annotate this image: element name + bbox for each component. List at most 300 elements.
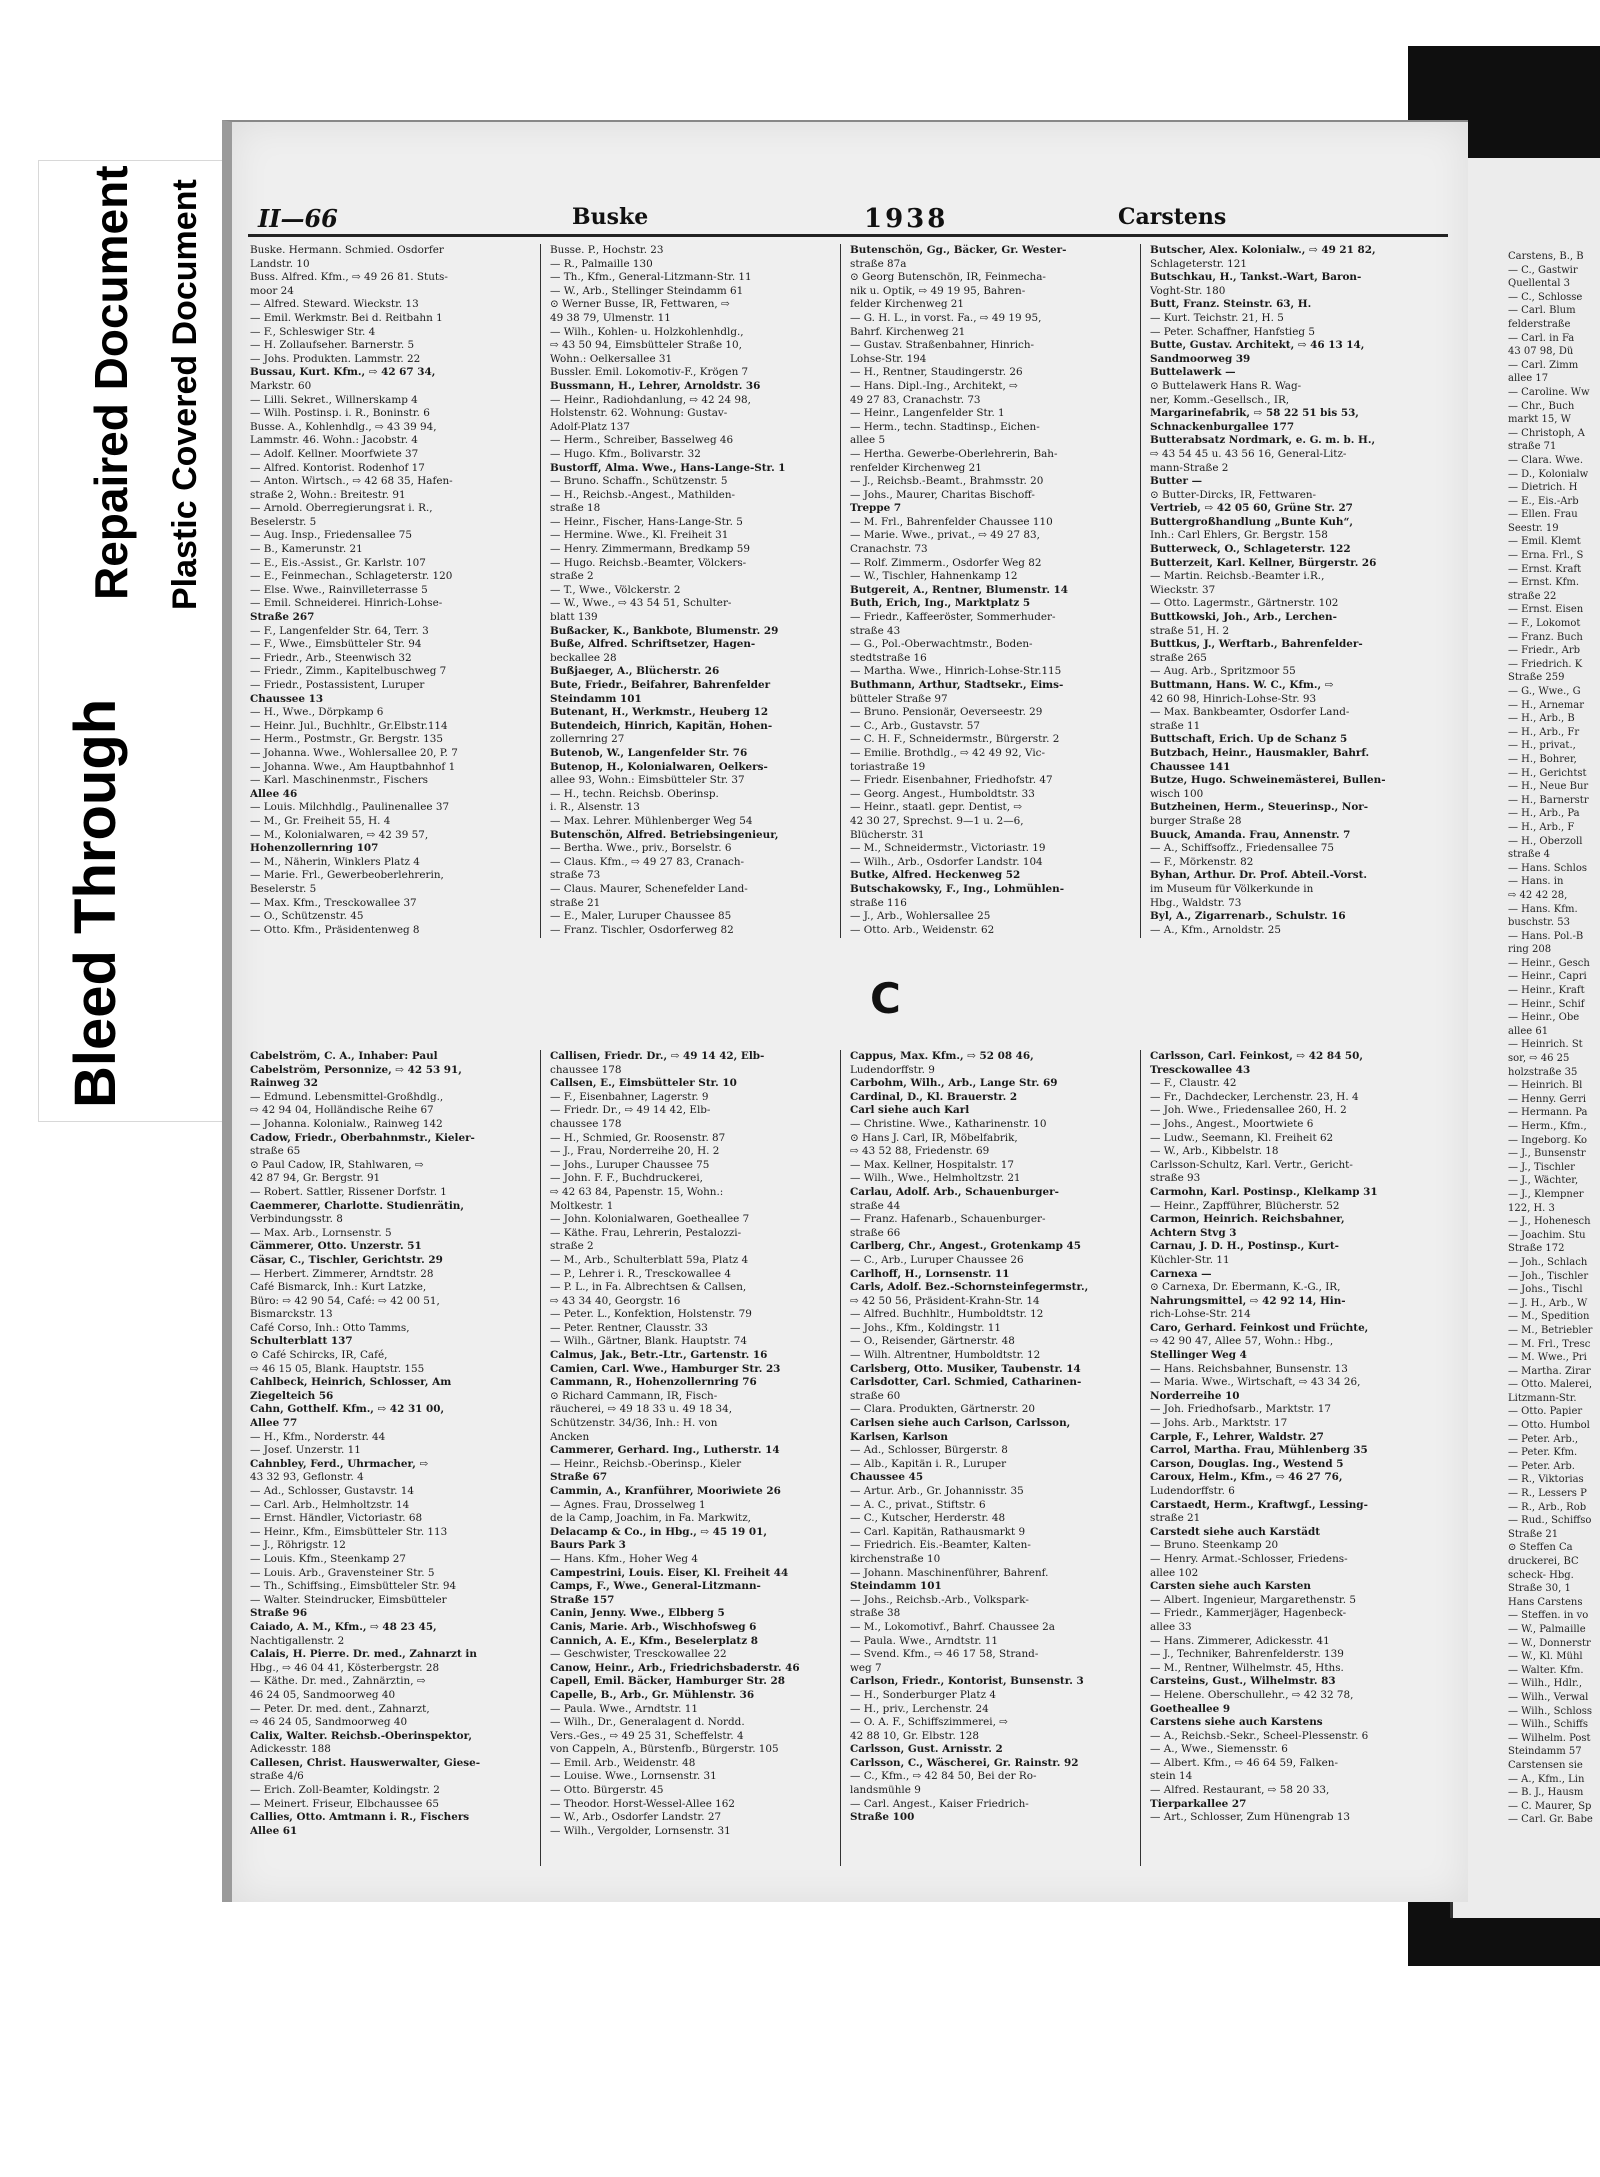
- adjacent-entry-line: Quellental 3: [1508, 278, 1571, 290]
- directory-entry-line: Tierparkallee 27: [1150, 1797, 1247, 1810]
- directory-entry-line: — O., Schützenstr. 45: [250, 910, 364, 923]
- directory-entry-line: — O., Reisender, Gärtnerstr. 48: [850, 1335, 1015, 1348]
- directory-entry-line: — Peter. Rentner, Clausstr. 33: [550, 1321, 708, 1334]
- directory-entry-line: moor 24: [250, 284, 294, 297]
- directory-entry-line: — Emil. Schneiderei. Hinrich-Lohse-: [250, 597, 443, 610]
- adjacent-entry-line: druckerei, BC: [1508, 1556, 1579, 1567]
- adjacent-entry-line: — Ernst. Kraft: [1508, 563, 1582, 575]
- directory-entry-line: Ludendorffstr. 9: [850, 1063, 935, 1076]
- adjacent-entry-line: — H., Oberzoll: [1508, 835, 1583, 847]
- directory-entry-line: straße 116: [850, 896, 907, 909]
- adjacent-entry-line: 122, H. 3: [1508, 1202, 1555, 1214]
- directory-entry-line: — M. Frl., Bahrenfelder Chaussee 110: [850, 515, 1053, 528]
- directory-entry-line: — Hans. Zimmerer, Adickesstr. 41: [1150, 1634, 1330, 1647]
- directory-entry-line: — Johs., Angest., Moortwiete 6: [1150, 1117, 1314, 1130]
- directory-entry-line: 46 24 05, Sandmoorweg 40: [250, 1688, 396, 1701]
- directory-entry-line: — Marie. Wwe., privat., ⇨ 49 27 83,: [850, 529, 1040, 542]
- directory-entry-line: Cäsar, C., Tischler, Gerichtstr. 29: [250, 1253, 443, 1266]
- adjacent-entry-line: — Joachim. Stu: [1508, 1229, 1586, 1241]
- running-head-year: 1938: [864, 204, 949, 234]
- directory-entry-line: — G., Pol.-Oberwachtmstr., Boden-: [850, 638, 1033, 651]
- directory-entry-line: Buttkowski, Joh., Arb., Lerchen-: [1150, 611, 1337, 624]
- directory-entry-line: 43 32 93, Geflonstr. 4: [250, 1471, 364, 1484]
- directory-entry-line: Butzbach, Heinr., Hausmakler, Bahrf.: [1150, 746, 1370, 759]
- directory-entry-line: — Else. Wwe., Rainvilleterrasse 5: [250, 583, 428, 596]
- directory-entry-line: — Hans. Kfm., Hoher Weg 4: [550, 1552, 698, 1565]
- directory-entry-line: — Louis. Arb., Gravensteiner Str. 5: [250, 1566, 435, 1579]
- directory-entry-line: Küchler-Str. 11: [1150, 1253, 1230, 1266]
- directory-entry-line: — E., Eis.-Assist., Gr. Karlstr. 107: [250, 556, 426, 569]
- adjacent-entry-line: — Heinr., Kraft: [1508, 985, 1585, 997]
- adjacent-entry-line: — J. H., Arb., W: [1508, 1297, 1588, 1309]
- directory-entry-line: Buss. Alfred. Kfm., ⇨ 49 26 81. Stuts-: [250, 271, 448, 284]
- repaired-document-label: Repaired Document: [85, 165, 137, 600]
- section-letter: C: [870, 974, 901, 1023]
- adjacent-entry-line: straße 4: [1508, 849, 1551, 861]
- directory-entry-line: Carlsson, Gust. Arnisstr. 2: [850, 1743, 1003, 1756]
- directory-entry-line: — Alfred. Restaurant, ⇨ 58 20 33,: [1150, 1784, 1330, 1797]
- adjacent-entry-line: — Hermann. Pa: [1508, 1107, 1588, 1119]
- directory-entry-line: Adolf-Platz 137: [550, 420, 631, 433]
- directory-entry-line: — Marie. Frl., Gewerbeoberlehrerin,: [250, 869, 444, 882]
- directory-entry-line: — Louis. Kfm., Steenkamp 27: [250, 1552, 406, 1565]
- column-rule: [1140, 1050, 1141, 1866]
- adjacent-entry-line: — J., Wächter,: [1508, 1175, 1579, 1187]
- adjacent-entry-line: — Christoph, A: [1508, 427, 1585, 439]
- directory-entry-line: Carstaedt, Herm., Kraftwgf., Lessing-: [1150, 1498, 1368, 1511]
- directory-entry-line: — A. C., privat., Stiftstr. 6: [850, 1498, 986, 1511]
- directory-entry-line: chaussee 178: [550, 1117, 622, 1130]
- top-column-2: [550, 244, 822, 944]
- column-rule: [540, 1050, 541, 1866]
- adjacent-entry-line: — Otto. Malerei,: [1508, 1379, 1593, 1391]
- directory-entry-line: — Johs., Maurer, Charitas Bischoff-: [850, 488, 1035, 501]
- bottom-column-3: [850, 1050, 1122, 1866]
- directory-entry-line: Buttkus, J., Werftarb., Bahrenfelder-: [1150, 638, 1363, 651]
- directory-entry-line: Allee 61: [250, 1824, 298, 1837]
- directory-entry-line: Callies, Otto. Amtmann i. R., Fischers: [250, 1811, 470, 1824]
- directory-entry-line: — H., Wwe., Dörpkamp 6: [250, 706, 384, 719]
- directory-entry-line: — M., Gr. Freiheit 55, H. 4: [250, 814, 391, 827]
- bottom-column-1: [250, 1050, 522, 1866]
- directory-entry-line: Byl, A., Zigarrenarb., Schulstr. 16: [1150, 910, 1346, 923]
- directory-entry-line: — Karl. Maschinenmstr., Fischers: [250, 774, 428, 787]
- directory-entry-line: — Ad., Schlosser, Gustavstr. 14: [250, 1485, 414, 1497]
- directory-entry-line: ⇨ 46 24 05, Sandmoorweg 40: [250, 1716, 408, 1729]
- adjacent-entry-line: — Herm., Kfm.,: [1508, 1121, 1587, 1132]
- directory-entry-line: — Gustav. Straßenbahner, Hinrich-: [850, 339, 1035, 352]
- directory-entry-line: — Friedr., Kaffeeröster, Sommerhuder-: [850, 611, 1056, 624]
- directory-entry-line: Bußjaeger, A., Blücherstr. 26: [550, 665, 720, 678]
- directory-entry-line: ⊙ Café Schircks, IR, Café,: [250, 1349, 388, 1362]
- directory-entry-line: Callisen, Friedr. Dr., ⇨ 49 14 42, Elb-: [550, 1050, 765, 1062]
- directory-entry-line: — M., Schneidermstr., Victoriastr. 19: [850, 842, 1046, 855]
- directory-entry-line: — P., Lehrer i. R., Tresckowallee 4: [550, 1267, 731, 1280]
- directory-entry-line: straße 4/6: [250, 1770, 304, 1783]
- directory-entry-line: — Heinr., Kfm., Eimsbütteler Str. 113: [250, 1525, 448, 1538]
- top-column-4: [1150, 244, 1422, 944]
- directory-entry-line: — Ludw., Seemann, Kl. Freiheit 62: [1150, 1131, 1334, 1144]
- directory-entry-line: — Otto. Kfm., Präsidentenweg 8: [250, 923, 420, 936]
- adjacent-entry-line: — W., Donnerstr: [1508, 1637, 1591, 1649]
- directory-entry-line: — Bruno. Pensionär, Oeverseestr. 29: [850, 706, 1043, 719]
- directory-entry-line: Carmohn, Karl. Postinsp., Klelkamp 31: [1150, 1185, 1378, 1198]
- directory-entry-line: — J., Reichsb.-Beamt., Brahmsstr. 20: [850, 475, 1044, 488]
- adjacent-entry-line: — H., Gerichtst: [1508, 767, 1587, 779]
- directory-entry-line: Carlsen siehe auch Carlson, Carlsson,: [850, 1417, 1071, 1430]
- directory-entry-line: — E., Feinmechan., Schlageterstr. 120: [250, 570, 453, 583]
- adjacent-entry-line: — Heinrich. Bl: [1508, 1080, 1583, 1092]
- adjacent-entry-line: sor, ⇨ 46 25: [1508, 1053, 1570, 1065]
- directory-entry-line: Carlsson, C., Wäscherei, Gr. Rainstr. 92: [850, 1756, 1079, 1769]
- directory-entry-line: ⊙ Butter-Dircks, IR, Fettwaren-: [1150, 488, 1317, 501]
- directory-entry-line: — Alb., Kapitän i. R., Luruper: [850, 1457, 1007, 1470]
- directory-entry-line: Cahnbley, Ferd., Uhrmacher, ⇨: [250, 1457, 429, 1470]
- adjacent-entry-line: Hans Carstens: [1508, 1596, 1583, 1608]
- adjacent-entry-line: — Martha. Zirar: [1508, 1365, 1591, 1377]
- directory-entry-line: — Th., Schiffsing., Eimsbütteler Str. 94: [250, 1580, 457, 1593]
- directory-entry-line: Butterweck, O., Schlageterstr. 122: [1150, 543, 1351, 556]
- directory-entry-line: — Albert. Ingenieur, Margarethenstr. 5: [1150, 1593, 1356, 1606]
- adjacent-entry-line: — Emil. Klemt: [1508, 536, 1581, 548]
- bottom-column-4: [1150, 1050, 1422, 1866]
- adjacent-entry-line: — Henny. Gerri: [1508, 1093, 1587, 1105]
- directory-entry-line: Butzheinen, Herm., Steuerinsp., Nor-: [1150, 801, 1369, 814]
- directory-entry-line: — J., Arb., Wohlersallee 25: [850, 910, 991, 923]
- column-rule: [1140, 244, 1141, 938]
- directory-entry-line: — Hugo. Kfm., Bolivarstr. 32: [550, 447, 701, 460]
- directory-entry-line: — Albert. Kfm., ⇨ 46 64 59, Falken-: [1150, 1756, 1338, 1769]
- directory-entry-line: Schlageterstr. 121: [1150, 257, 1248, 270]
- directory-entry-line: Carmon, Heinrich. Reichsbahner,: [1150, 1213, 1345, 1226]
- adjacent-entry-line: — J., Tischler: [1508, 1161, 1575, 1173]
- directory-entry-line: Cardinal, D., Kl. Brauerstr. 2: [850, 1090, 1018, 1103]
- directory-entry-line: 42 60 98, Hinrich-Lohse-Str. 93: [1150, 692, 1317, 705]
- directory-entry-line: Bismarckstr. 13: [250, 1308, 333, 1321]
- directory-entry-line: — R., Palmaille 130: [550, 257, 653, 270]
- directory-entry-line: — Heinr., staatl. gepr. Dentist, ⇨: [850, 801, 1023, 814]
- column-rule: [840, 1050, 841, 1866]
- directory-entry-line: — Max. Lehrer. Mühlenberger Weg 54: [550, 814, 753, 827]
- directory-entry-line: — Artur. Arb., Gr. Johannisstr. 35: [850, 1485, 1024, 1497]
- adjacent-entry-line: — H., Arnemar: [1508, 699, 1585, 711]
- directory-entry-line: — H., Reichsb.-Angest., Mathilden-: [550, 488, 736, 501]
- adjacent-entry-line: — Clara. Wwe.: [1508, 454, 1584, 466]
- directory-entry-line: — Claus. Kfm., ⇨ 49 27 83, Cranach-: [550, 855, 745, 868]
- directory-entry-line: — Adolf. Kellner. Moorfwiete 37: [250, 447, 419, 460]
- adjacent-entry-line: — H., Bohrer,: [1508, 753, 1577, 765]
- directory-entry-line: — M., Näherin, Winklers Platz 4: [250, 855, 420, 868]
- directory-entry-line: Cabelström, Personnize, ⇨ 42 53 91,: [250, 1063, 462, 1076]
- directory-entry-line: Cahn, Gotthelf. Kfm., ⇨ 42 31 00,: [250, 1403, 445, 1416]
- adjacent-entry-line: — Caroline. Ww: [1508, 386, 1590, 398]
- directory-entry-line: Nachtigallenstr. 2: [250, 1634, 345, 1647]
- adjacent-entry-line: — Joh., Tischler: [1508, 1270, 1589, 1282]
- directory-entry-line: — Heinr., Radiohdanlung, ⇨ 42 24 98,: [550, 393, 751, 406]
- adjacent-entry-line: — Carl. in Fa: [1508, 332, 1575, 344]
- directory-entry-line: Calais, H. Pierre. Dr. med., Zahnarzt in: [250, 1648, 477, 1661]
- directory-entry-line: Capell, Emil. Bäcker, Hamburger Str. 28: [550, 1675, 785, 1688]
- directory-entry-line: straße 21: [1150, 1512, 1201, 1525]
- directory-entry-line: Straße 67: [550, 1471, 608, 1484]
- directory-entry-line: straße 87a: [850, 257, 907, 270]
- directory-entry-line: Butke, Alfred. Heckenweg 52: [850, 869, 1021, 882]
- directory-entry-line: — Johs., Reichsb.-Arb., Volkspark-: [850, 1593, 1029, 1606]
- directory-entry-line: — Lilli. Sekret., Willnerskamp 4: [250, 393, 418, 406]
- directory-entry-line: straße 65: [250, 1145, 301, 1158]
- directory-entry-line: Straße 100: [850, 1811, 915, 1824]
- directory-entry-line: — W., Tischler, Hahnenkamp 12: [850, 570, 1018, 583]
- directory-entry-line: Baurs Park 3: [550, 1539, 626, 1552]
- directory-entry-line: — F., Langenfelder Str. 64, Terr. 3: [250, 624, 429, 637]
- adjacent-entry-line: — H., privat.,: [1508, 740, 1576, 752]
- directory-entry-line: — Herbert. Zimmerer, Arndtstr. 28: [250, 1267, 434, 1280]
- adjacent-entry-line: Carstensen sie: [1508, 1759, 1583, 1771]
- running-head-right: Carstens: [1118, 204, 1227, 230]
- directory-entry-line: Callesen, Christ. Hauswerwalter, Giese-: [250, 1756, 481, 1769]
- directory-entry-line: — Johs. Arb., Marktstr. 17: [1150, 1417, 1288, 1430]
- directory-entry-line: 42 87 94, Gr. Bergstr. 91: [250, 1172, 381, 1185]
- directory-entry-line: — H., priv., Lerchenstr. 24: [850, 1702, 989, 1715]
- directory-entry-line: — Georg. Angest., Humboldtstr. 33: [850, 787, 1035, 800]
- directory-entry-line: — C., Arb., Luruper Chaussee 26: [850, 1253, 1024, 1266]
- directory-entry-line: Carbohm, Wilh., Arb., Lange Str. 69: [850, 1077, 1058, 1090]
- adjacent-entry-line: — Peter. Kfm.: [1508, 1447, 1578, 1459]
- directory-entry-line: Butte, Gustav. Architekt, ⇨ 46 13 14,: [1150, 339, 1365, 352]
- directory-entry-line: — Kurt. Teichstr. 21, H. 5: [1150, 311, 1284, 324]
- adjacent-entry-line: — Ellen. Frau: [1508, 509, 1578, 521]
- directory-entry-line: — Herm., techn. Stadtinsp., Eichen-: [850, 420, 1040, 433]
- adjacent-entry-line: — Carl. Zimm: [1508, 359, 1579, 371]
- adjacent-entry-line: — J., Klempner: [1508, 1188, 1584, 1200]
- adjacent-entry-line: allee 61: [1508, 1025, 1549, 1037]
- directory-entry-line: weg 7: [850, 1661, 882, 1674]
- directory-entry-line: ⊙ Hans J. Carl, IR, Möbelfabrik,: [850, 1131, 1018, 1144]
- directory-entry-line: stein 14: [1150, 1770, 1193, 1783]
- adjacent-entry-line: — Wilh., Verwal: [1508, 1691, 1589, 1703]
- directory-entry-line: straße 66: [850, 1226, 901, 1239]
- directory-entry-line: — H., Sonderburger Platz 4: [850, 1688, 996, 1701]
- directory-entry-line: Büro: ⇨ 42 90 54, Café: ⇨ 42 00 51,: [250, 1294, 440, 1307]
- bleed-through-label: Bleed Through: [63, 698, 128, 1108]
- header-rule: [248, 234, 1448, 237]
- adjacent-entry-line: — Ernst. Eisen: [1508, 604, 1584, 616]
- directory-entry-line: Butterabsatz Nordmark, e. G. m. b. H.,: [1150, 434, 1376, 447]
- directory-entry-line: — Henry. Zimmermann, Bredkamp 59: [550, 543, 750, 556]
- directory-entry-line: Schulterblatt 137: [250, 1335, 353, 1348]
- directory-entry-line: Café Bismarck, Inh.: Kurt Latzke,: [250, 1281, 427, 1294]
- adjacent-entry-line: — B. J., Hausm: [1508, 1787, 1584, 1799]
- directory-entry-line: Carl siehe auch Karl: [850, 1104, 970, 1117]
- adjacent-entry-line: — Walter. Kfm.: [1508, 1664, 1584, 1676]
- directory-entry-line: — Friedr. Dr., ⇨ 49 14 42, Elb-: [550, 1104, 711, 1117]
- directory-entry-line: Bahrf. Kirchenweg 21: [850, 325, 966, 338]
- directory-entry-line: kirchenstraße 10: [850, 1552, 941, 1565]
- directory-entry-line: straße 265: [1150, 651, 1207, 664]
- directory-entry-line: Café Corso, Inh.: Otto Tamms,: [250, 1321, 410, 1334]
- directory-entry-line: Lohse-Str. 194: [850, 352, 927, 365]
- column-rule: [840, 244, 841, 938]
- directory-entry-line: Butenob, W., Langenfelder Str. 76: [550, 746, 748, 759]
- directory-entry-line: — Peter. L., Konfektion, Holstenstr. 79: [550, 1308, 752, 1321]
- adjacent-entry-line: — Steffen. in vo: [1508, 1610, 1589, 1622]
- directory-entry-line: Butenant, H., Werkmstr., Heuberg 12: [550, 706, 769, 719]
- directory-entry-line: Cranachstr. 73: [850, 543, 928, 556]
- directory-entry-line: — Henry. Armat.-Schlosser, Friedens-: [1150, 1552, 1348, 1565]
- adjacent-entry-line: — F., Lokomot: [1508, 618, 1581, 630]
- directory-entry-line: — J., Techniker, Bahrenfelderstr. 139: [1150, 1648, 1344, 1661]
- bottom-column-2: [550, 1050, 822, 1866]
- adjacent-entry-line: 43 07 98, Dü: [1508, 346, 1574, 358]
- directory-entry-line: Holstenstr. 62. Wohnung: Gustav-: [550, 407, 728, 420]
- directory-entry-line: Chaussee 13: [250, 692, 324, 705]
- directory-entry-line: Butze, Hugo. Schweinemästerei, Bullen-: [1150, 774, 1386, 787]
- directory-entry-line: — A., Reichsb.-Sekr., Scheel-Plessenstr. 6: [1150, 1729, 1369, 1742]
- adjacent-entry-line: — Rud., Schiffso: [1508, 1515, 1592, 1527]
- directory-entry-line: straße 38: [850, 1607, 901, 1620]
- directory-entry-line: i. R., Alsenstr. 13: [550, 801, 640, 814]
- directory-entry-line: — Erich. Zoll-Beamter, Koldingstr. 2: [250, 1784, 440, 1797]
- plastic-covered-document-label: Plastic Covered Document: [166, 179, 204, 610]
- adjacent-entry-line: ⊙ Steffen Ca: [1508, 1542, 1573, 1554]
- directory-entry-line: Carls, Adolf. Bez.-Schornsteinfegermstr.,: [850, 1281, 1089, 1294]
- directory-entry-line: ⇨ 42 90 47, Allee 57, Wohn.: Hbg.,: [1150, 1335, 1334, 1348]
- directory-entry-line: toriastraße 19: [850, 760, 926, 773]
- directory-entry-line: Ziegelteich 56: [250, 1389, 334, 1402]
- directory-entry-line: Bussau, Kurt. Kfm., ⇨ 42 67 34,: [250, 366, 436, 379]
- directory-entry-line: — Johs. Produkten. Lammstr. 22: [250, 352, 421, 365]
- directory-entry-line: — F., Schleswiger Str. 4: [250, 325, 376, 338]
- adjacent-entry-line: — A., Kfm., Lin: [1508, 1773, 1585, 1785]
- directory-entry-line: Beselerstr. 5: [250, 515, 317, 528]
- adjacent-entry-line: — W., Kl. Mühl: [1508, 1651, 1583, 1663]
- directory-entry-line: — Carl. Arb., Helmholtzstr. 14: [250, 1498, 410, 1511]
- directory-entry-line: Hbg., ⇨ 46 04 41, Kösterbergstr. 28: [250, 1661, 440, 1674]
- directory-entry-line: — Otto. Lagermstr., Gärtnerstr. 102: [1150, 597, 1339, 610]
- directory-entry-line: — H., techn. Reichsb. Oberinsp.: [550, 787, 719, 800]
- directory-entry-line: straße 11: [1150, 719, 1201, 732]
- directory-entry-line: — Hermine. Wwe., Kl. Freiheit 31: [550, 529, 729, 542]
- directory-entry-line: — Otto. Bürgerstr. 45: [550, 1784, 664, 1797]
- directory-entry-line: — Fr., Dachdecker, Lerchenstr. 23, H. 4: [1150, 1090, 1359, 1103]
- adjacent-entry-line: — Joh., Schlach: [1508, 1256, 1588, 1268]
- directory-entry-line: — Th., Kfm., General-Litzmann-Str. 11: [550, 271, 752, 284]
- adjacent-entry-line: — Hans. Kfm.: [1508, 903, 1578, 915]
- directory-entry-line: — Louis. Milchhdlg., Paulinenallee 37: [250, 801, 450, 814]
- directory-entry-line: — Hans. Dipl.-Ing., Architekt, ⇨: [850, 379, 1018, 392]
- directory-entry-line: Wieckstr. 37: [1150, 583, 1216, 596]
- directory-entry-line: — Clara. Produkten, Gärtnerstr. 20: [850, 1403, 1036, 1416]
- directory-entry-line: — Emil. Arb., Weidenstr. 48: [550, 1756, 696, 1769]
- directory-entry-line: Camps, F., Wwe., General-Litzmann-: [550, 1580, 761, 1593]
- adjacent-entry-line: — H., Arb., Pa: [1508, 808, 1580, 820]
- directory-entry-line: Ludendorffstr. 6: [1150, 1485, 1235, 1497]
- directory-entry-line: Rainweg 32: [250, 1077, 319, 1090]
- adjacent-entry-line: — Erna. Frl., S: [1508, 550, 1584, 562]
- adjacent-entry-line: scheck- Hbg.: [1508, 1569, 1574, 1581]
- adjacent-entry-line: — Carl. Gr. Babe: [1508, 1814, 1593, 1826]
- adjacent-entry-line: — M., Spedition: [1508, 1311, 1590, 1323]
- directory-entry-line: im Museum für Völkerkunde in: [1150, 882, 1314, 895]
- adjacent-entry-line: — M. Wwe., Pri: [1508, 1352, 1587, 1364]
- directory-entry-line: — Aug. Insp., Friedensallee 75: [250, 529, 412, 542]
- adjacent-entry-line: felderstraße: [1508, 318, 1571, 330]
- directory-entry-line: wisch 100: [1150, 787, 1204, 800]
- directory-entry-line: — T., Wwe., Völckerstr. 2: [550, 583, 681, 596]
- directory-entry-line: Camien, Carl. Wwe., Hamburger Str. 23: [550, 1362, 781, 1375]
- adjacent-entry-line: — J., Hohenesch: [1508, 1216, 1591, 1228]
- directory-entry-line: Cahlbeck, Heinrich, Schlosser, Am: [250, 1376, 452, 1389]
- directory-entry-line: — W., Arb., Osdorfer Landstr. 27: [550, 1811, 722, 1824]
- directory-entry-line: Vers.-Ges., ⇨ 49 25 31, Scheffelstr. 4: [550, 1729, 744, 1742]
- directory-entry-line: — P. L., in Fa. Albrechtsen & Callsen,: [550, 1281, 747, 1294]
- directory-entry-line: Buttergroßhandlung „Bunte Kuh“,: [1150, 515, 1354, 528]
- bottom-margin: [0, 1966, 1600, 2177]
- directory-entry-line: ⊙ Paul Cadow, IR, Stahlwaren, ⇨: [250, 1158, 424, 1171]
- adjacent-entry-line: — E., Eis.-Arb: [1508, 495, 1579, 507]
- directory-entry-line: allee 33: [1150, 1620, 1192, 1633]
- directory-entry-line: Cammann, R., Hohenzollernring 76: [550, 1376, 757, 1389]
- directory-entry-line: Byhan, Arthur. Dr. Prof. Abteil.-Vorst.: [1150, 869, 1367, 882]
- adjacent-entry-line: Carstens, B., B: [1508, 251, 1584, 262]
- adjacent-entry-line: — J., Bunsenstr: [1508, 1148, 1586, 1160]
- directory-entry-line: straße 18: [550, 502, 601, 515]
- directory-entry-line: Schnackenburgallee 177: [1150, 420, 1295, 433]
- directory-entry-line: ⇨ 43 50 94, Eimsbütteler Straße 10,: [550, 339, 742, 352]
- directory-entry-line: — Wilh., Arb., Osdorfer Landstr. 104: [850, 855, 1043, 868]
- directory-entry-line: — Otto. Arb., Weidenstr. 62: [850, 923, 995, 936]
- directory-entry-line: — Friedr., Kammerjäger, Hagenbeck-: [1150, 1607, 1347, 1620]
- directory-entry-line: felder Kirchenweg 21: [850, 298, 965, 311]
- directory-entry-line: — Johanna. Wwe., Wohlersallee 20, P. 7: [250, 746, 458, 759]
- directory-entry-line: stedtstraße 16: [850, 651, 927, 664]
- directory-entry-line: — Ernst. Händler, Victoriastr. 68: [250, 1512, 423, 1525]
- directory-entry-line: — Hugo. Reichsb.-Beamter, Völckers-: [550, 556, 747, 569]
- directory-entry-line: — Franz. Hafenarb., Schauenburger-: [850, 1213, 1046, 1226]
- directory-entry-line: Carlberg, Chr., Angest., Grotenkamp 45: [850, 1240, 1081, 1253]
- directory-entry-line: Goetheallee 9: [1150, 1702, 1231, 1715]
- directory-entry-line: — Helene. Oberschullehr., ⇨ 42 32 78,: [1150, 1688, 1354, 1701]
- adjacent-entry-line: buschstr. 53: [1508, 917, 1570, 929]
- adjacent-entry-line: — Ingeborg. Ko: [1508, 1134, 1588, 1146]
- directory-entry-line: Butenop, H., Kolonialwaren, Oelkers-: [550, 760, 768, 773]
- directory-entry-line: straße 73: [550, 869, 601, 882]
- directory-entry-line: Cammerer, Gerhard. Ing., Lutherstr. 14: [550, 1444, 780, 1457]
- directory-entry-line: straße 2, Wohn.: Breitestr. 91: [250, 488, 406, 501]
- directory-entry-line: — Theodor. Horst-Wessel-Allee 162: [550, 1797, 736, 1810]
- directory-entry-line: — Friedr. Eisenbahner, Friedhofstr. 47: [850, 774, 1053, 787]
- directory-entry-line: Karlsen, Karlson: [850, 1430, 948, 1443]
- directory-entry-line: — Bruno. Schaffn., Schützenstr. 5: [550, 475, 728, 488]
- directory-entry-line: ⇨ 46 15 05, Blank. Hauptstr. 155: [250, 1362, 425, 1375]
- directory-entry-line: Butt, Franz. Steinstr. 63, H.: [1150, 298, 1312, 311]
- directory-entry-line: — A., Wwe., Siemensstr. 6: [1150, 1743, 1288, 1756]
- directory-entry-line: Butenschön, Gg., Bäcker, Gr. Wester-: [850, 244, 1067, 256]
- directory-entry-line: Treppe 7: [850, 502, 902, 515]
- page-number: II—66: [258, 204, 338, 233]
- directory-entry-line: Campestrini, Louis. Eiser, Kl. Freiheit 44: [550, 1566, 789, 1579]
- directory-entry-line: Canin, Jenny. Wwe., Elbberg 5: [550, 1607, 725, 1620]
- adjacent-entry-line: — C., Gastwir: [1508, 264, 1578, 276]
- directory-entry-line: — M., Lokomotivf., Bahrf. Chaussee 2a: [850, 1620, 1055, 1633]
- directory-entry-line: — F., Claustr. 42: [1150, 1077, 1237, 1090]
- directory-entry-line: Hbg., Waldstr. 73: [1150, 896, 1242, 909]
- adjacent-entry-line: — R., Arb., Rob: [1508, 1501, 1587, 1513]
- directory-entry-line: — Paula. Wwe., Arndtstr. 11: [850, 1634, 999, 1647]
- directory-entry-line: ⇨ 43 52 88, Friedenstr. 69: [850, 1145, 990, 1158]
- adjacent-entry-line: — Wilh., Schiffs: [1508, 1719, 1588, 1731]
- directory-entry-line: straße 43: [850, 624, 901, 637]
